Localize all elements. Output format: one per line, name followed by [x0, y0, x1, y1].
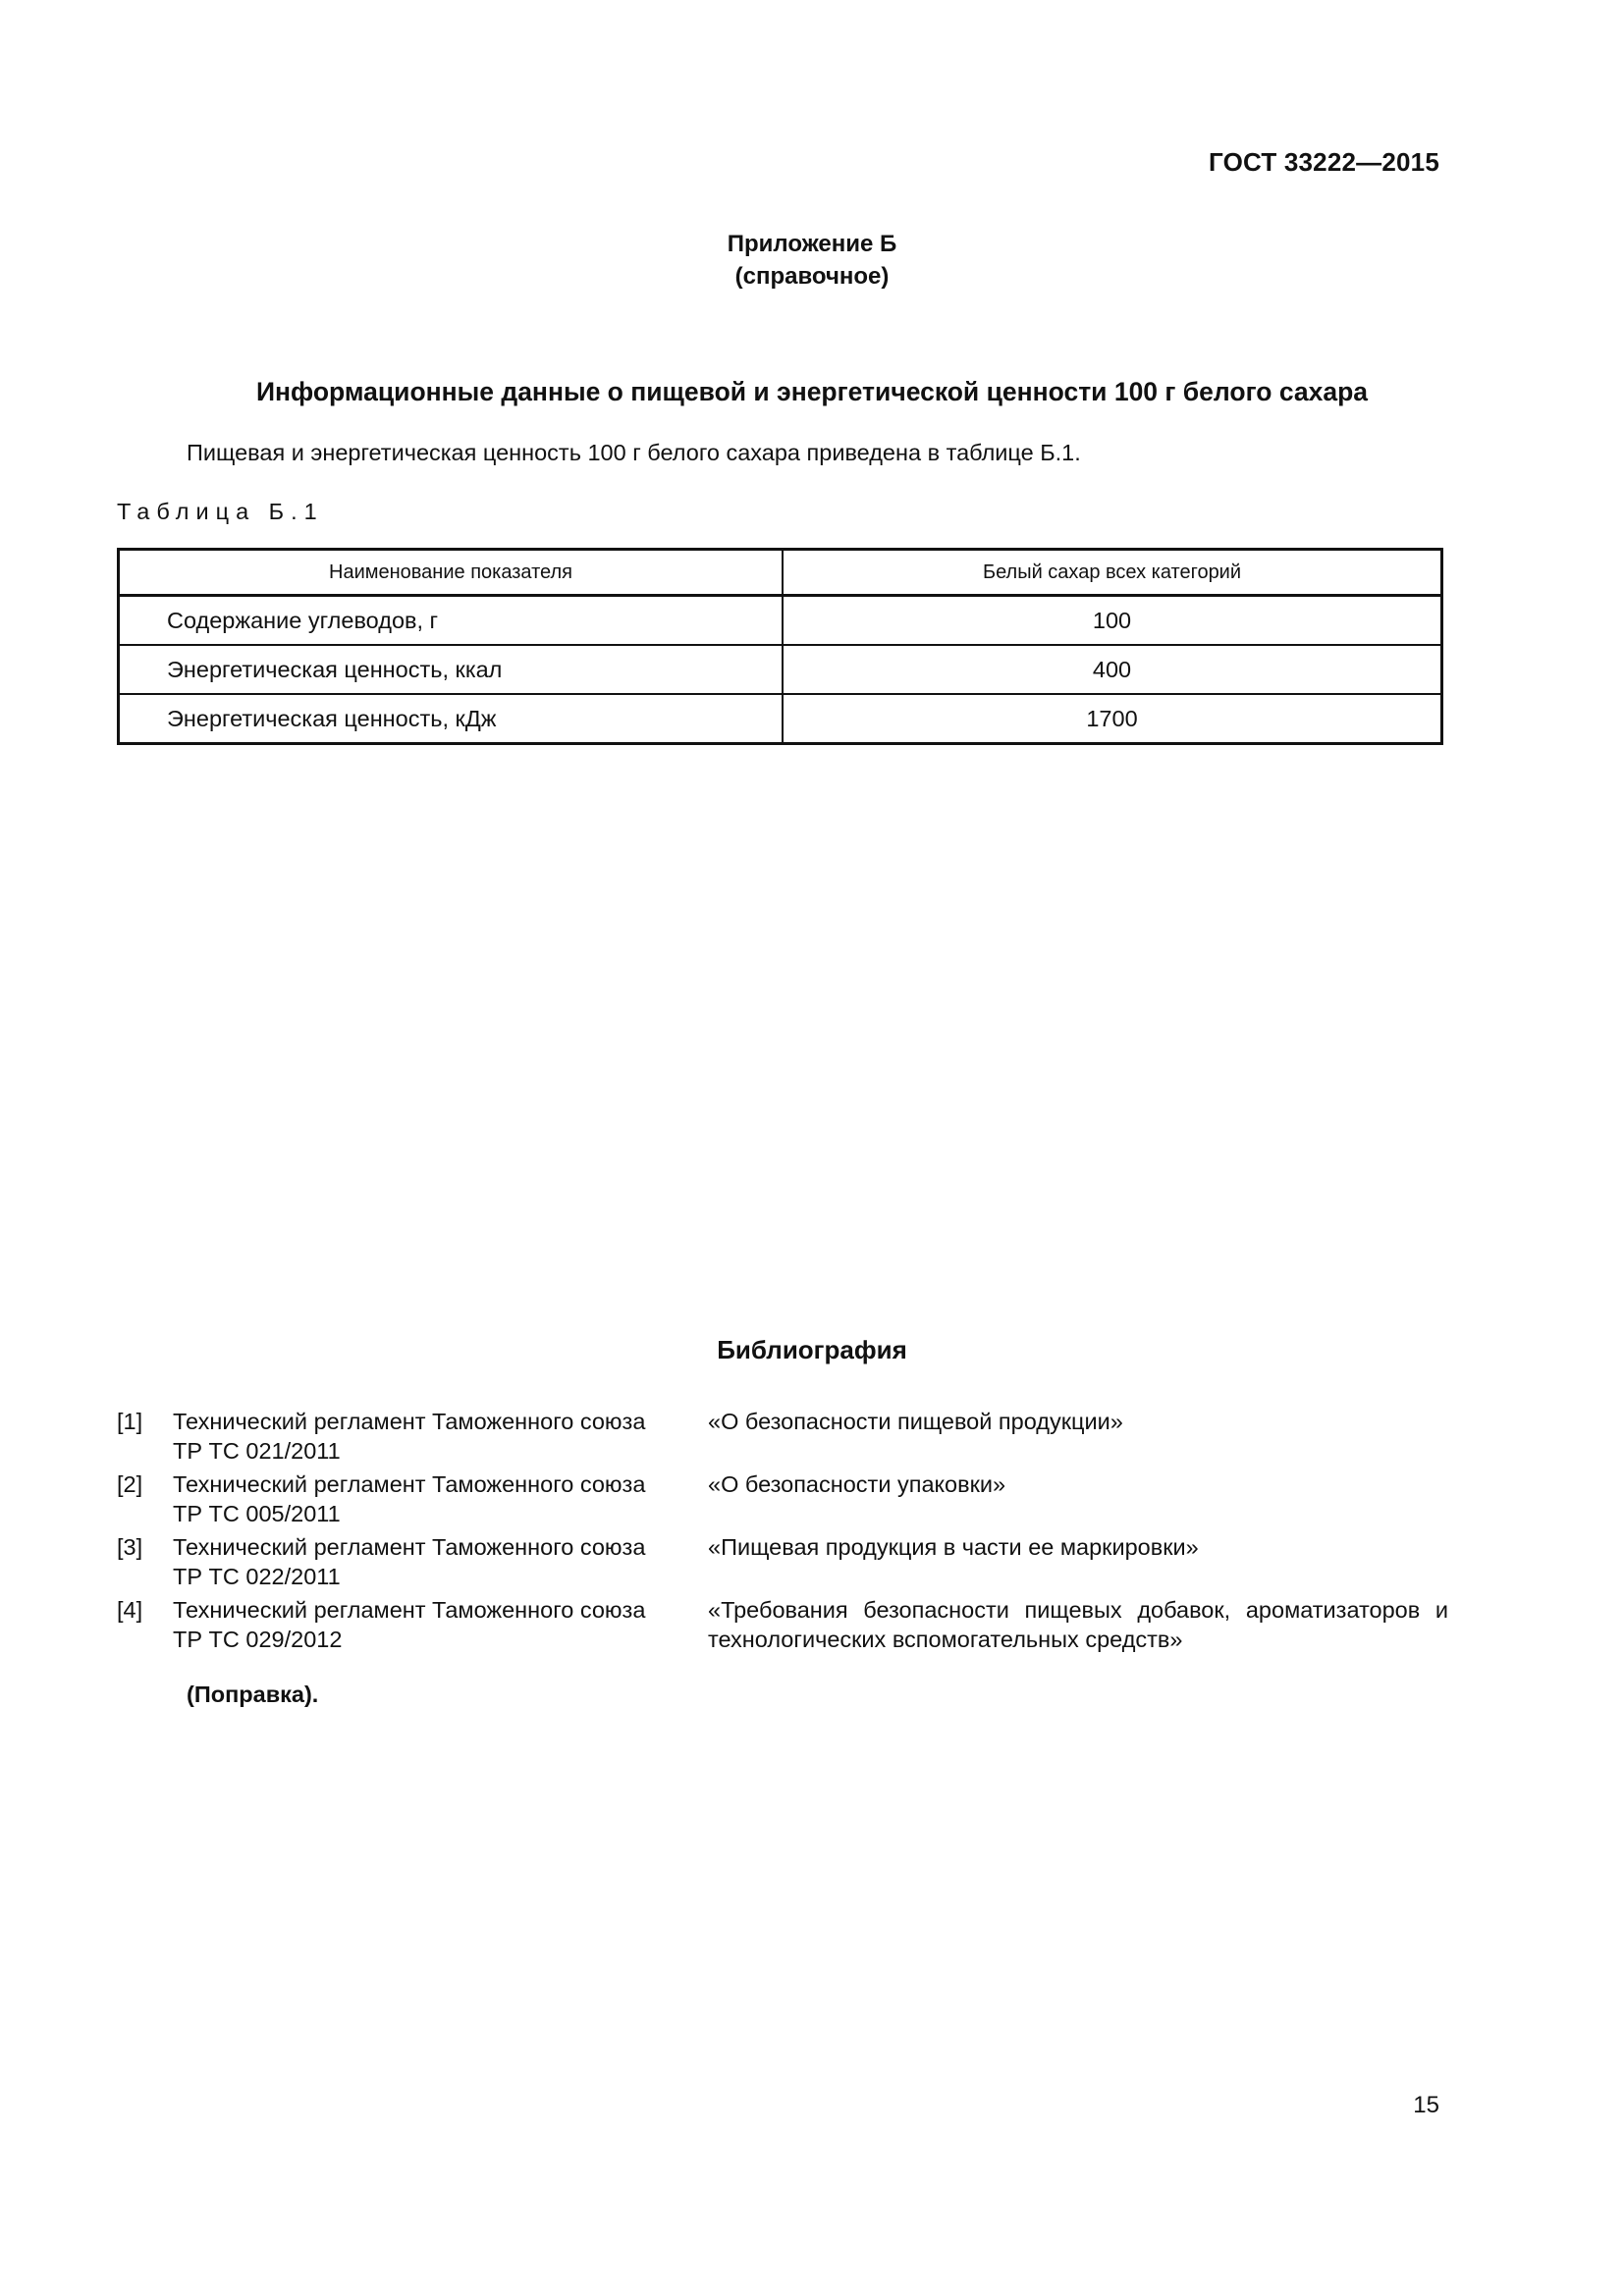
table-cell-value: 1700 [783, 694, 1442, 744]
page-number: 15 [1413, 2092, 1439, 2118]
table-cell-name: Содержание углеводов, г [119, 596, 784, 646]
entry-number: [4] [117, 1597, 143, 1623]
table-header-cell: Наименование показателя [119, 550, 784, 596]
entry-subject: «Требования безопасности пищевых добавок, ароматизаторов и технологических вспомогательных средств» [708, 1597, 1448, 1652]
entry-document-title: Технический регламент Таможенного союза [173, 1534, 646, 1560]
entry-document-code: ТР ТС 005/2011 [173, 1501, 341, 1526]
entry-document-code: ТР ТС 029/2012 [173, 1627, 343, 1652]
entry-number: [3] [117, 1534, 143, 1560]
table-caption: Таблица Б.1 [117, 499, 324, 524]
standard-number: ГОСТ 33222—2015 [1209, 147, 1439, 177]
table-header-row [119, 550, 1442, 596]
entry-number: [2] [117, 1471, 143, 1497]
annex-header [0, 228, 1624, 293]
entry-document [173, 1469, 708, 1528]
annex-title: Приложение Б [727, 231, 897, 257]
entry-subject: «О безопасности упаковки» [708, 1471, 1006, 1497]
entry-document [173, 1595, 708, 1654]
bibliography-list [117, 1407, 1448, 1658]
bibliography-entry [117, 1532, 1448, 1591]
bibliography-title: Библиография [717, 1335, 907, 1364]
intro-paragraph: Пищевая и энергетическая ценность 100 г белого сахара приведена в таблице Б.1. [187, 440, 1081, 465]
entry-number: [1] [117, 1409, 143, 1434]
entry-document-code: ТР ТС 022/2011 [173, 1564, 341, 1589]
table-row [119, 645, 1442, 694]
entry-document-title: Технический регламент Таможенного союза [173, 1597, 646, 1623]
table-row [119, 596, 1442, 646]
annex-subtitle: (справочное) [734, 263, 890, 290]
table-cell-value: 400 [783, 645, 1442, 694]
bibliography-entry [117, 1469, 1448, 1528]
nutrition-table [117, 548, 1443, 745]
section-heading: Информационные данные о пищевой и энергетической ценности 100 г белого сахара [255, 377, 1369, 406]
entry-document [173, 1532, 708, 1591]
entry-document-title: Технический регламент Таможенного союза [173, 1409, 646, 1434]
entry-document-title: Технический регламент Таможенного союза [173, 1471, 646, 1497]
entry-document-code: ТР ТС 021/2011 [173, 1438, 341, 1464]
entry-subject: «Пищевая продукция в части ее маркировки» [708, 1534, 1199, 1560]
table-header-cell: Белый сахар всех категорий [783, 550, 1442, 596]
amendment-note: (Поправка). [187, 1682, 319, 1707]
bibliography-entry [117, 1407, 1448, 1466]
table-cell-value: 100 [783, 596, 1442, 646]
table-cell-name: Энергетическая ценность, кДж [119, 694, 784, 744]
entry-document [173, 1407, 708, 1466]
bibliography-entry [117, 1595, 1448, 1654]
table-cell-name: Энергетическая ценность, ккал [119, 645, 784, 694]
table-row [119, 694, 1442, 744]
entry-subject: «О безопасности пищевой продукции» [708, 1409, 1123, 1434]
